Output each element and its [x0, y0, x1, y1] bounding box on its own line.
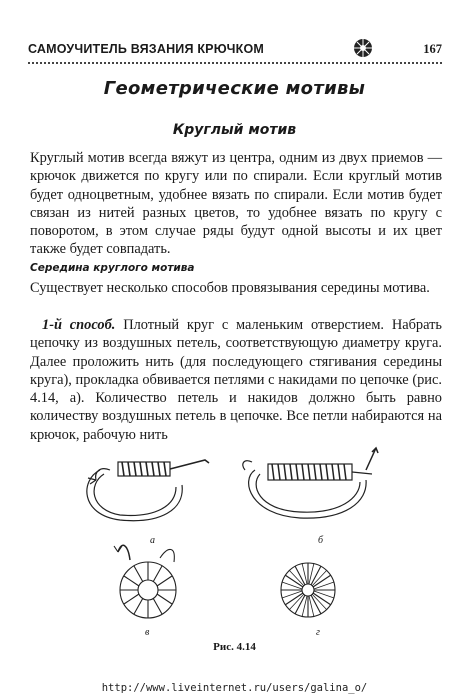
figure-illustration [0, 440, 469, 670]
watermark-url: http://www.liveinternet.ru/users/galina_o/ [101, 682, 368, 694]
figure-label-a: а [150, 535, 155, 546]
crochet-emblem-icon [352, 37, 374, 59]
header-rule [28, 62, 442, 68]
section-title: Круглый мотив [172, 122, 297, 138]
method-text: Плотный круг с маленьким отверстием. Набрать цепочку из воздушных петель, соответствующую диаметру круга. Далее проложить нить (для последующего стягивания середины круга), прокладка обвивается петлями с накидами по цепочке (рис. 4.14, а). Количество петель и накидов должно быть равно количеству воздушных петель в цепочке. Все петли набираются на крючок, рабочую нить [30, 317, 442, 443]
running-head [28, 40, 442, 60]
figure-label-g: г [316, 627, 320, 638]
intro-paragraph: Круглый мотив всегда вяжут из центра, одним из двух приемов — крючок движется по кругу или по спирали. Если круглый мотив будет одноцветным, удобнее вязать по спирали. Если мотив будет связан из нитей разных цветов, то удобнее вязать по кругу с поворотом, в этом случае ряды будут одной высоты и их цвет также будет совпадать. [30, 150, 442, 258]
illustration-b [243, 448, 378, 518]
illustration-v [114, 545, 176, 618]
method-label: 1-й способ. [42, 317, 116, 333]
subheading: Середина круглого мотива [30, 262, 195, 274]
running-title: САМОУЧИТЕЛЬ ВЯЗАНИЯ КРЮЧКОМ [28, 42, 264, 56]
chapter-title: Геометрические мотивы [103, 78, 366, 99]
method-paragraph [30, 316, 442, 444]
figure-label-b: б [318, 535, 324, 546]
illustration-a [87, 460, 209, 521]
figure-label-v: в [145, 627, 150, 638]
figure-caption: Рис. 4.14 [213, 641, 256, 653]
page-number: 167 [423, 42, 442, 56]
illustration-g [281, 563, 335, 617]
figure-4-14 [0, 440, 469, 670]
methods-paragraph: Существует несколько способов провязывания середины мотива. [30, 280, 430, 296]
